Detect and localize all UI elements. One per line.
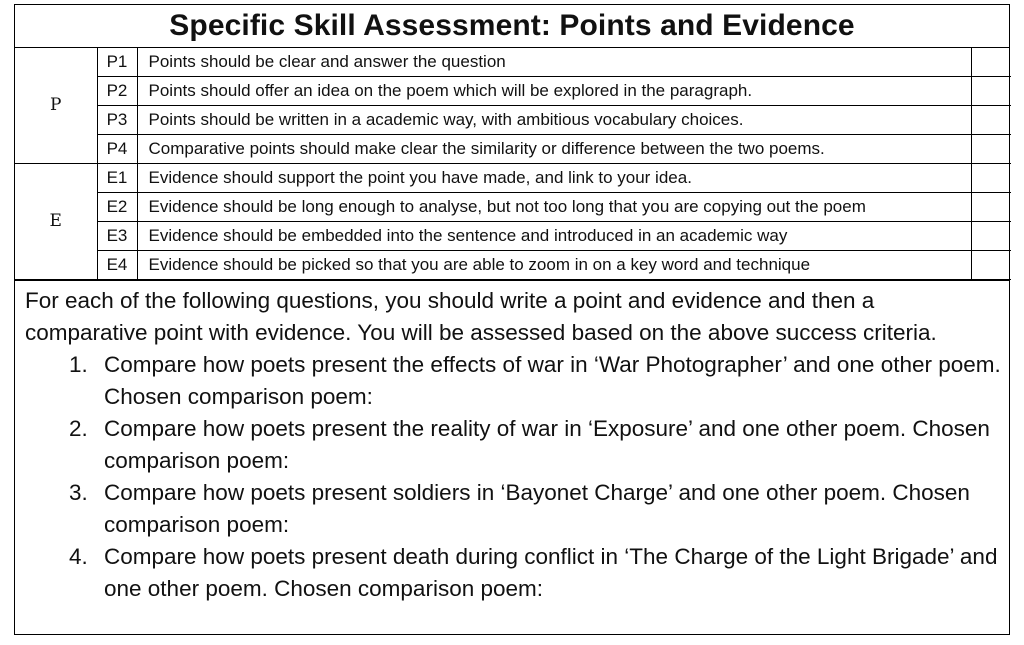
question-item: 4. Compare how poets present death during conflict in ‘The Charge of the Light Brigade’ and one other poem. Chosen comparison poem: xyxy=(94,541,1001,605)
page-title: Specific Skill Assessment: Points and Evidence xyxy=(15,5,1009,48)
assessment-checkbox-cell[interactable] xyxy=(971,222,1011,251)
instructions-section xyxy=(15,280,1009,605)
criteria-code: E1 xyxy=(97,164,137,193)
criteria-code: P4 xyxy=(97,135,137,164)
criteria-table xyxy=(15,48,1011,280)
criteria-code: P3 xyxy=(97,106,137,135)
criteria-row xyxy=(15,106,1011,135)
assessment-checkbox-cell[interactable] xyxy=(971,106,1011,135)
criteria-row xyxy=(15,164,1011,193)
criteria-text: Evidence should be picked so that you are able to zoom in on a key word and technique xyxy=(137,251,971,280)
question-list xyxy=(25,349,1001,605)
question-item: 3. Compare how poets present soldiers in ‘Bayonet Charge’ and one other poem. Chosen comparison poem: xyxy=(94,477,1001,541)
criteria-text: Comparative points should make clear the similarity or difference between the two poems. xyxy=(137,135,971,164)
assessment-checkbox-cell[interactable] xyxy=(971,251,1011,280)
instructions-text: For each of the following questions, you should write a point and evidence and then a comparative point with evidence. You will be assessed based on the above success criteria. xyxy=(25,288,937,345)
criteria-row xyxy=(15,222,1011,251)
criteria-text: Points should offer an idea on the poem which will be explored in the paragraph. xyxy=(137,77,971,106)
assessment-sheet xyxy=(14,4,1010,635)
assessment-checkbox-cell[interactable] xyxy=(971,77,1011,106)
criteria-row xyxy=(15,193,1011,222)
criteria-text: Points should be written in a academic way, with ambitious vocabulary choices. xyxy=(137,106,971,135)
criteria-row xyxy=(15,251,1011,280)
criteria-code: P1 xyxy=(97,48,137,77)
criteria-text: Evidence should be embedded into the sentence and introduced in an academic way xyxy=(137,222,971,251)
assessment-checkbox-cell[interactable] xyxy=(971,193,1011,222)
assessment-checkbox-cell[interactable] xyxy=(971,135,1011,164)
criteria-row xyxy=(15,135,1011,164)
group-letter-p: P xyxy=(15,48,97,164)
criteria-text: Evidence should be long enough to analyse, but not too long that you are copying out the poem xyxy=(137,193,971,222)
group-letter-e: E xyxy=(15,164,97,280)
assessment-checkbox-cell[interactable] xyxy=(971,48,1011,77)
criteria-row xyxy=(15,77,1011,106)
question-item: 2. Compare how poets present the reality of war in ‘Exposure’ and one other poem. Chosen comparison poem: xyxy=(94,413,1001,477)
criteria-code: E4 xyxy=(97,251,137,280)
assessment-checkbox-cell[interactable] xyxy=(971,164,1011,193)
question-item: 1. Compare how poets present the effects of war in ‘War Photographer’ and one other poem. Chosen comparison poem: xyxy=(94,349,1001,413)
criteria-code: P2 xyxy=(97,77,137,106)
criteria-text: Evidence should support the point you have made, and link to your idea. xyxy=(137,164,971,193)
criteria-row xyxy=(15,48,1011,77)
criteria-text: Points should be clear and answer the question xyxy=(137,48,971,77)
criteria-code: E2 xyxy=(97,193,137,222)
criteria-code: E3 xyxy=(97,222,137,251)
